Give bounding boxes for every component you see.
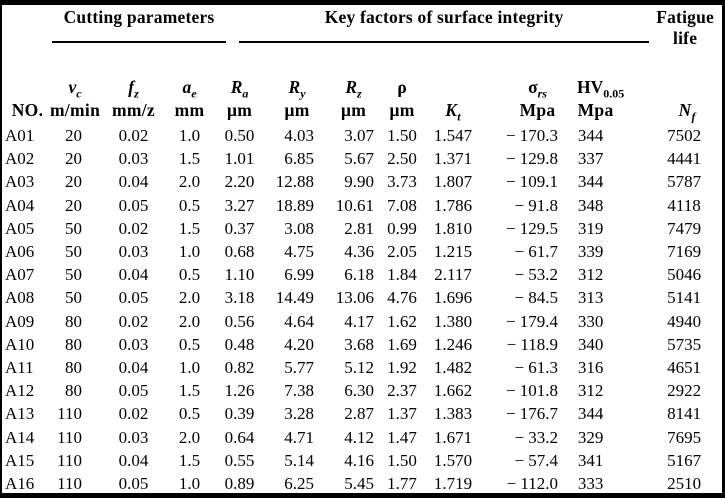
- cell-ra: 0.37: [224, 218, 255, 238]
- cell-kt: 1.807: [433, 172, 473, 192]
- cell-no: A10: [5, 334, 35, 354]
- cell-rz: 13.06: [335, 288, 375, 308]
- cell-ra: 0.64: [224, 427, 255, 447]
- cell-rho: 7.08: [387, 195, 417, 215]
- cell-no: A02: [5, 149, 35, 169]
- cell-rz: 6.18: [344, 265, 375, 285]
- cell-ae: 1.0: [178, 474, 201, 494]
- cell-ra: 0.39: [224, 404, 255, 424]
- table-row: [2, 402, 722, 425]
- cell-nf: 4940: [667, 311, 702, 331]
- cell-sigma-rs: − 91.8: [514, 195, 559, 215]
- group-header-row: [2, 5, 722, 67]
- cell-fz: 0.05: [118, 195, 149, 215]
- cell-vc: 50: [65, 242, 82, 262]
- cell-no: A08: [5, 288, 35, 308]
- cell-ra: 1.26: [224, 381, 255, 401]
- table-row: [2, 263, 722, 286]
- cell-sigma-rs: − 84.5: [514, 288, 559, 308]
- cell-vc: 110: [57, 427, 82, 447]
- col-header-kt: $K_t$: [445, 100, 461, 124]
- cell-rz: 2.81: [344, 218, 375, 238]
- cell-ra: 0.48: [224, 334, 255, 354]
- cell-vc: 80: [65, 311, 82, 331]
- table-row: [2, 356, 722, 379]
- col-header-ry: $R_y$ μm: [284, 77, 310, 120]
- group-header-cutting: [50, 5, 215, 67]
- cell-ry: 4.64: [284, 311, 315, 331]
- cell-nf: 4651: [667, 358, 702, 378]
- cell-fz: 0.03: [118, 242, 149, 262]
- table-row: [2, 194, 722, 217]
- cell-vc: 50: [65, 218, 82, 238]
- cell-no: A06: [5, 242, 35, 262]
- cell-ra: 0.68: [224, 242, 255, 262]
- cell-ry: 14.49: [275, 288, 315, 308]
- cell-no: A16: [5, 474, 35, 494]
- cell-kt: 1.671: [433, 427, 473, 447]
- cell-nf: 7479: [667, 218, 702, 238]
- cell-ae: 1.0: [178, 126, 201, 145]
- cell-ra: 0.50: [224, 126, 255, 145]
- cell-ra: 0.89: [224, 474, 255, 494]
- cell-hv: 337: [577, 149, 604, 169]
- cell-no: A13: [5, 404, 35, 424]
- cell-ry: 12.88: [275, 172, 315, 192]
- cell-vc: 20: [65, 149, 82, 169]
- cell-nf: 7695: [667, 427, 702, 447]
- cell-sigma-rs: − 33.2: [514, 427, 559, 447]
- cell-rho: 4.76: [387, 288, 417, 308]
- cell-ae: 0.5: [178, 334, 201, 354]
- cell-rz: 4.12: [344, 427, 375, 447]
- cell-vc: 80: [65, 358, 82, 378]
- cell-vc: 20: [65, 126, 82, 145]
- cell-hv: 330: [577, 311, 604, 331]
- cell-rz: 2.87: [344, 404, 375, 424]
- cell-ae: 2.0: [178, 172, 201, 192]
- cell-ry: 6.85: [284, 149, 315, 169]
- cell-vc: 50: [65, 288, 82, 308]
- cell-sigma-rs: − 112.0: [506, 474, 559, 494]
- cell-sigma-rs: − 176.7: [505, 404, 559, 424]
- cell-hv: 348: [577, 195, 604, 215]
- cell-rz: 9.90: [344, 172, 375, 192]
- cell-nf: 8141: [667, 404, 702, 424]
- cell-rho: 1.69: [387, 334, 417, 354]
- cell-kt: 1.696: [433, 288, 473, 308]
- table-row: [2, 449, 722, 472]
- table-row: [2, 333, 722, 356]
- table-row: [2, 426, 722, 449]
- table-row: [2, 217, 722, 240]
- table-row: [2, 147, 722, 170]
- col-header-ae: $a_e$ mm: [174, 77, 205, 120]
- cell-no: A04: [5, 195, 35, 215]
- cell-kt: 1.810: [433, 218, 473, 238]
- cell-rho: 1.47: [387, 427, 417, 447]
- cell-kt: 1.383: [433, 404, 473, 424]
- cell-rz: 3.07: [344, 126, 375, 145]
- table-body: [2, 124, 722, 495]
- cell-rho: 2.37: [387, 381, 417, 401]
- cell-rho: 1.50: [387, 126, 417, 145]
- cell-rz: 4.36: [344, 242, 375, 262]
- cell-kt: 1.662: [433, 381, 473, 401]
- cell-hv: 340: [577, 334, 604, 354]
- cell-sigma-rs: − 61.7: [514, 242, 559, 262]
- cell-ae: 0.5: [178, 265, 201, 285]
- cell-nf: 4118: [667, 195, 701, 215]
- cell-sigma-rs: − 61.3: [514, 358, 559, 378]
- cell-no: A07: [5, 265, 35, 285]
- cell-kt: 1.570: [433, 450, 473, 470]
- cell-ae: 1.0: [178, 242, 201, 262]
- cell-vc: 50: [65, 265, 82, 285]
- table-row: [2, 310, 722, 333]
- cell-vc: 80: [65, 381, 82, 401]
- cell-kt: 1.371: [433, 149, 473, 169]
- cell-ra: 1.10: [224, 265, 255, 285]
- cell-ry: 4.20: [284, 334, 315, 354]
- cell-rho: 1.50: [387, 450, 417, 470]
- cell-fz: 0.03: [118, 427, 149, 447]
- cell-nf: 5167: [667, 450, 702, 470]
- cell-fz: 0.03: [118, 149, 149, 169]
- cell-nf: 4441: [667, 149, 702, 169]
- table-row: [2, 472, 722, 495]
- cell-rho: 1.84: [387, 265, 417, 285]
- column-header-row: [2, 67, 722, 124]
- cell-ra: 0.82: [224, 358, 255, 378]
- cell-kt: 1.547: [433, 126, 473, 145]
- col-header-sigma-rs: $\sigma_{rs}$ Mpa: [519, 77, 556, 120]
- cell-ae: 2.0: [178, 311, 201, 331]
- col-header-rho: ρ μm: [389, 77, 415, 120]
- cell-ry: 18.89: [275, 195, 315, 215]
- cell-ae: 0.5: [178, 404, 201, 424]
- cell-hv: 344: [577, 172, 604, 192]
- cell-rz: 5.12: [344, 358, 375, 378]
- cell-no: A15: [5, 450, 35, 470]
- cell-kt: 1.719: [433, 474, 473, 494]
- cell-hv: 339: [577, 242, 604, 262]
- cell-hv: 329: [577, 427, 604, 447]
- cell-rz: 10.61: [335, 195, 375, 215]
- cell-ry: 4.03: [284, 126, 315, 145]
- cell-ae: 1.5: [178, 149, 201, 169]
- cell-no: A14: [5, 427, 35, 447]
- cell-ry: 5.77: [284, 358, 315, 378]
- cell-hv: 344: [577, 404, 604, 424]
- cell-rho: 2.50: [387, 149, 417, 169]
- cell-rz: 5.45: [344, 474, 375, 494]
- cell-ae: 2.0: [178, 427, 201, 447]
- cell-vc: 20: [65, 172, 82, 192]
- cell-fz: 0.04: [118, 172, 149, 192]
- cell-no: A11: [5, 358, 34, 378]
- cell-ra: 3.18: [224, 288, 255, 308]
- cell-ae: 0.5: [178, 195, 201, 215]
- cell-ae: 1.0: [178, 358, 201, 378]
- cell-hv: 313: [577, 288, 604, 308]
- cell-nf: 7502: [667, 126, 702, 145]
- cell-ry: 7.38: [284, 381, 315, 401]
- key-factors-title: Key factors of surface integrity: [324, 7, 564, 27]
- cell-ra: 0.55: [224, 450, 255, 470]
- cell-rz: 4.16: [344, 450, 375, 470]
- table-row: [2, 124, 722, 147]
- col-header-fz: $f_z$ mm/z: [112, 77, 155, 120]
- cell-nf: 5141: [667, 288, 702, 308]
- cell-kt: 1.215: [433, 242, 473, 262]
- cell-nf: 2922: [667, 381, 702, 401]
- cutting-parameters-title: Cutting parameters: [63, 7, 215, 27]
- col-header-no: NO.: [11, 100, 44, 120]
- cell-fz: 0.05: [118, 381, 149, 401]
- col-header-ra: $R_a$ μm: [226, 77, 253, 120]
- cell-fz: 0.05: [118, 288, 149, 308]
- cell-rz: 6.30: [344, 381, 375, 401]
- cell-nf: 5046: [667, 265, 702, 285]
- cell-rho: 3.73: [387, 172, 417, 192]
- cell-vc: 80: [65, 334, 82, 354]
- fatigue-life-title: Fatigue life: [656, 7, 714, 48]
- cell-sigma-rs: − 129.8: [505, 149, 559, 169]
- cell-ra: 2.20: [224, 172, 255, 192]
- table-row: [2, 240, 722, 263]
- cell-fz: 0.03: [118, 334, 149, 354]
- cell-ry: 3.28: [284, 404, 315, 424]
- cell-ry: 5.14: [284, 450, 315, 470]
- cell-nf: 5787: [667, 172, 702, 192]
- cell-ra: 1.01: [224, 149, 255, 169]
- table-row: [2, 379, 722, 402]
- cell-sigma-rs: − 101.8: [505, 381, 559, 401]
- cell-kt: 2.117: [434, 265, 472, 285]
- cell-sigma-rs: − 129.5: [505, 218, 559, 238]
- cell-rz: 4.17: [344, 311, 375, 331]
- cell-ry: 6.99: [284, 265, 315, 285]
- cell-ae: 1.5: [178, 218, 201, 238]
- cell-rho: 1.77: [387, 474, 417, 494]
- cutting-underline: [52, 5, 226, 43]
- cell-fz: 0.02: [118, 218, 149, 238]
- cell-hv: 333: [577, 474, 604, 494]
- cell-rho: 2.05: [387, 242, 417, 262]
- cell-no: A03: [5, 172, 35, 192]
- cell-fz: 0.02: [118, 311, 149, 331]
- cell-hv: 316: [577, 358, 604, 378]
- cell-fz: 0.04: [118, 265, 149, 285]
- cell-sigma-rs: − 170.3: [505, 126, 559, 145]
- key-factors-underline: [239, 5, 649, 43]
- cell-fz: 0.02: [118, 126, 149, 145]
- cell-no: A05: [5, 218, 35, 238]
- col-header-vc: $v_c$ m/min: [50, 77, 101, 120]
- cell-ry: 6.25: [284, 474, 315, 494]
- cell-vc: 110: [57, 404, 82, 424]
- cell-fz: 0.04: [118, 358, 149, 378]
- cell-fz: 0.04: [118, 450, 149, 470]
- cell-sigma-rs: − 179.4: [505, 311, 559, 331]
- cell-sigma-rs: − 118.9: [506, 334, 559, 354]
- col-header-nf: $N_f$: [678, 100, 696, 124]
- cell-rz: 3.68: [344, 334, 375, 354]
- cell-ae: 2.0: [178, 288, 201, 308]
- cell-hv: 319: [577, 218, 604, 238]
- cell-ry: 4.75: [284, 242, 315, 262]
- group-header-key-factors: [212, 5, 632, 67]
- cell-kt: 1.482: [433, 358, 473, 378]
- cell-rz: 5.67: [344, 149, 375, 169]
- col-header-hv: $HV_{0.05}$ Mpa: [577, 77, 625, 120]
- cell-vc: 110: [57, 450, 82, 470]
- cell-sigma-rs: − 109.1: [505, 172, 559, 192]
- cell-hv: 312: [577, 265, 604, 285]
- cell-ae: 1.5: [178, 450, 201, 470]
- cell-sigma-rs: − 53.2: [514, 265, 559, 285]
- fatigue-data-table: [2, 5, 722, 495]
- cell-no: A12: [5, 381, 35, 401]
- table-row: [2, 286, 722, 309]
- cell-nf: 7169: [667, 242, 702, 262]
- cell-kt: 1.246: [433, 334, 473, 354]
- cell-rho: 1.37: [387, 404, 417, 424]
- cell-no: A09: [5, 311, 35, 331]
- group-header-spacer: [2, 5, 50, 67]
- cell-kt: 1.380: [433, 311, 473, 331]
- cell-ra: 3.27: [224, 195, 255, 215]
- cell-fz: 0.02: [118, 404, 149, 424]
- cell-hv: 341: [577, 450, 604, 470]
- cell-hv: 344: [577, 126, 604, 145]
- cell-rho: 0.99: [387, 218, 417, 238]
- cell-rho: 1.62: [387, 311, 417, 331]
- cell-no: A01: [5, 126, 35, 145]
- cell-fz: 0.05: [118, 474, 149, 494]
- cell-nf: 5735: [667, 334, 702, 354]
- cell-vc: 110: [57, 474, 82, 494]
- cell-hv: 312: [577, 381, 604, 401]
- cell-kt: 1.786: [433, 195, 473, 215]
- cell-rho: 1.92: [387, 358, 417, 378]
- cell-ae: 1.5: [178, 381, 201, 401]
- col-header-rz: $R_z$ μm: [340, 77, 367, 120]
- cell-nf: 2510: [667, 474, 702, 494]
- cell-vc: 20: [65, 195, 82, 215]
- group-header-fatigue: [632, 5, 722, 67]
- cell-ry: 3.08: [284, 218, 315, 238]
- cell-ry: 4.71: [284, 427, 315, 447]
- cell-sigma-rs: − 57.4: [514, 450, 559, 470]
- cell-ra: 0.56: [224, 311, 255, 331]
- table-row: [2, 170, 722, 193]
